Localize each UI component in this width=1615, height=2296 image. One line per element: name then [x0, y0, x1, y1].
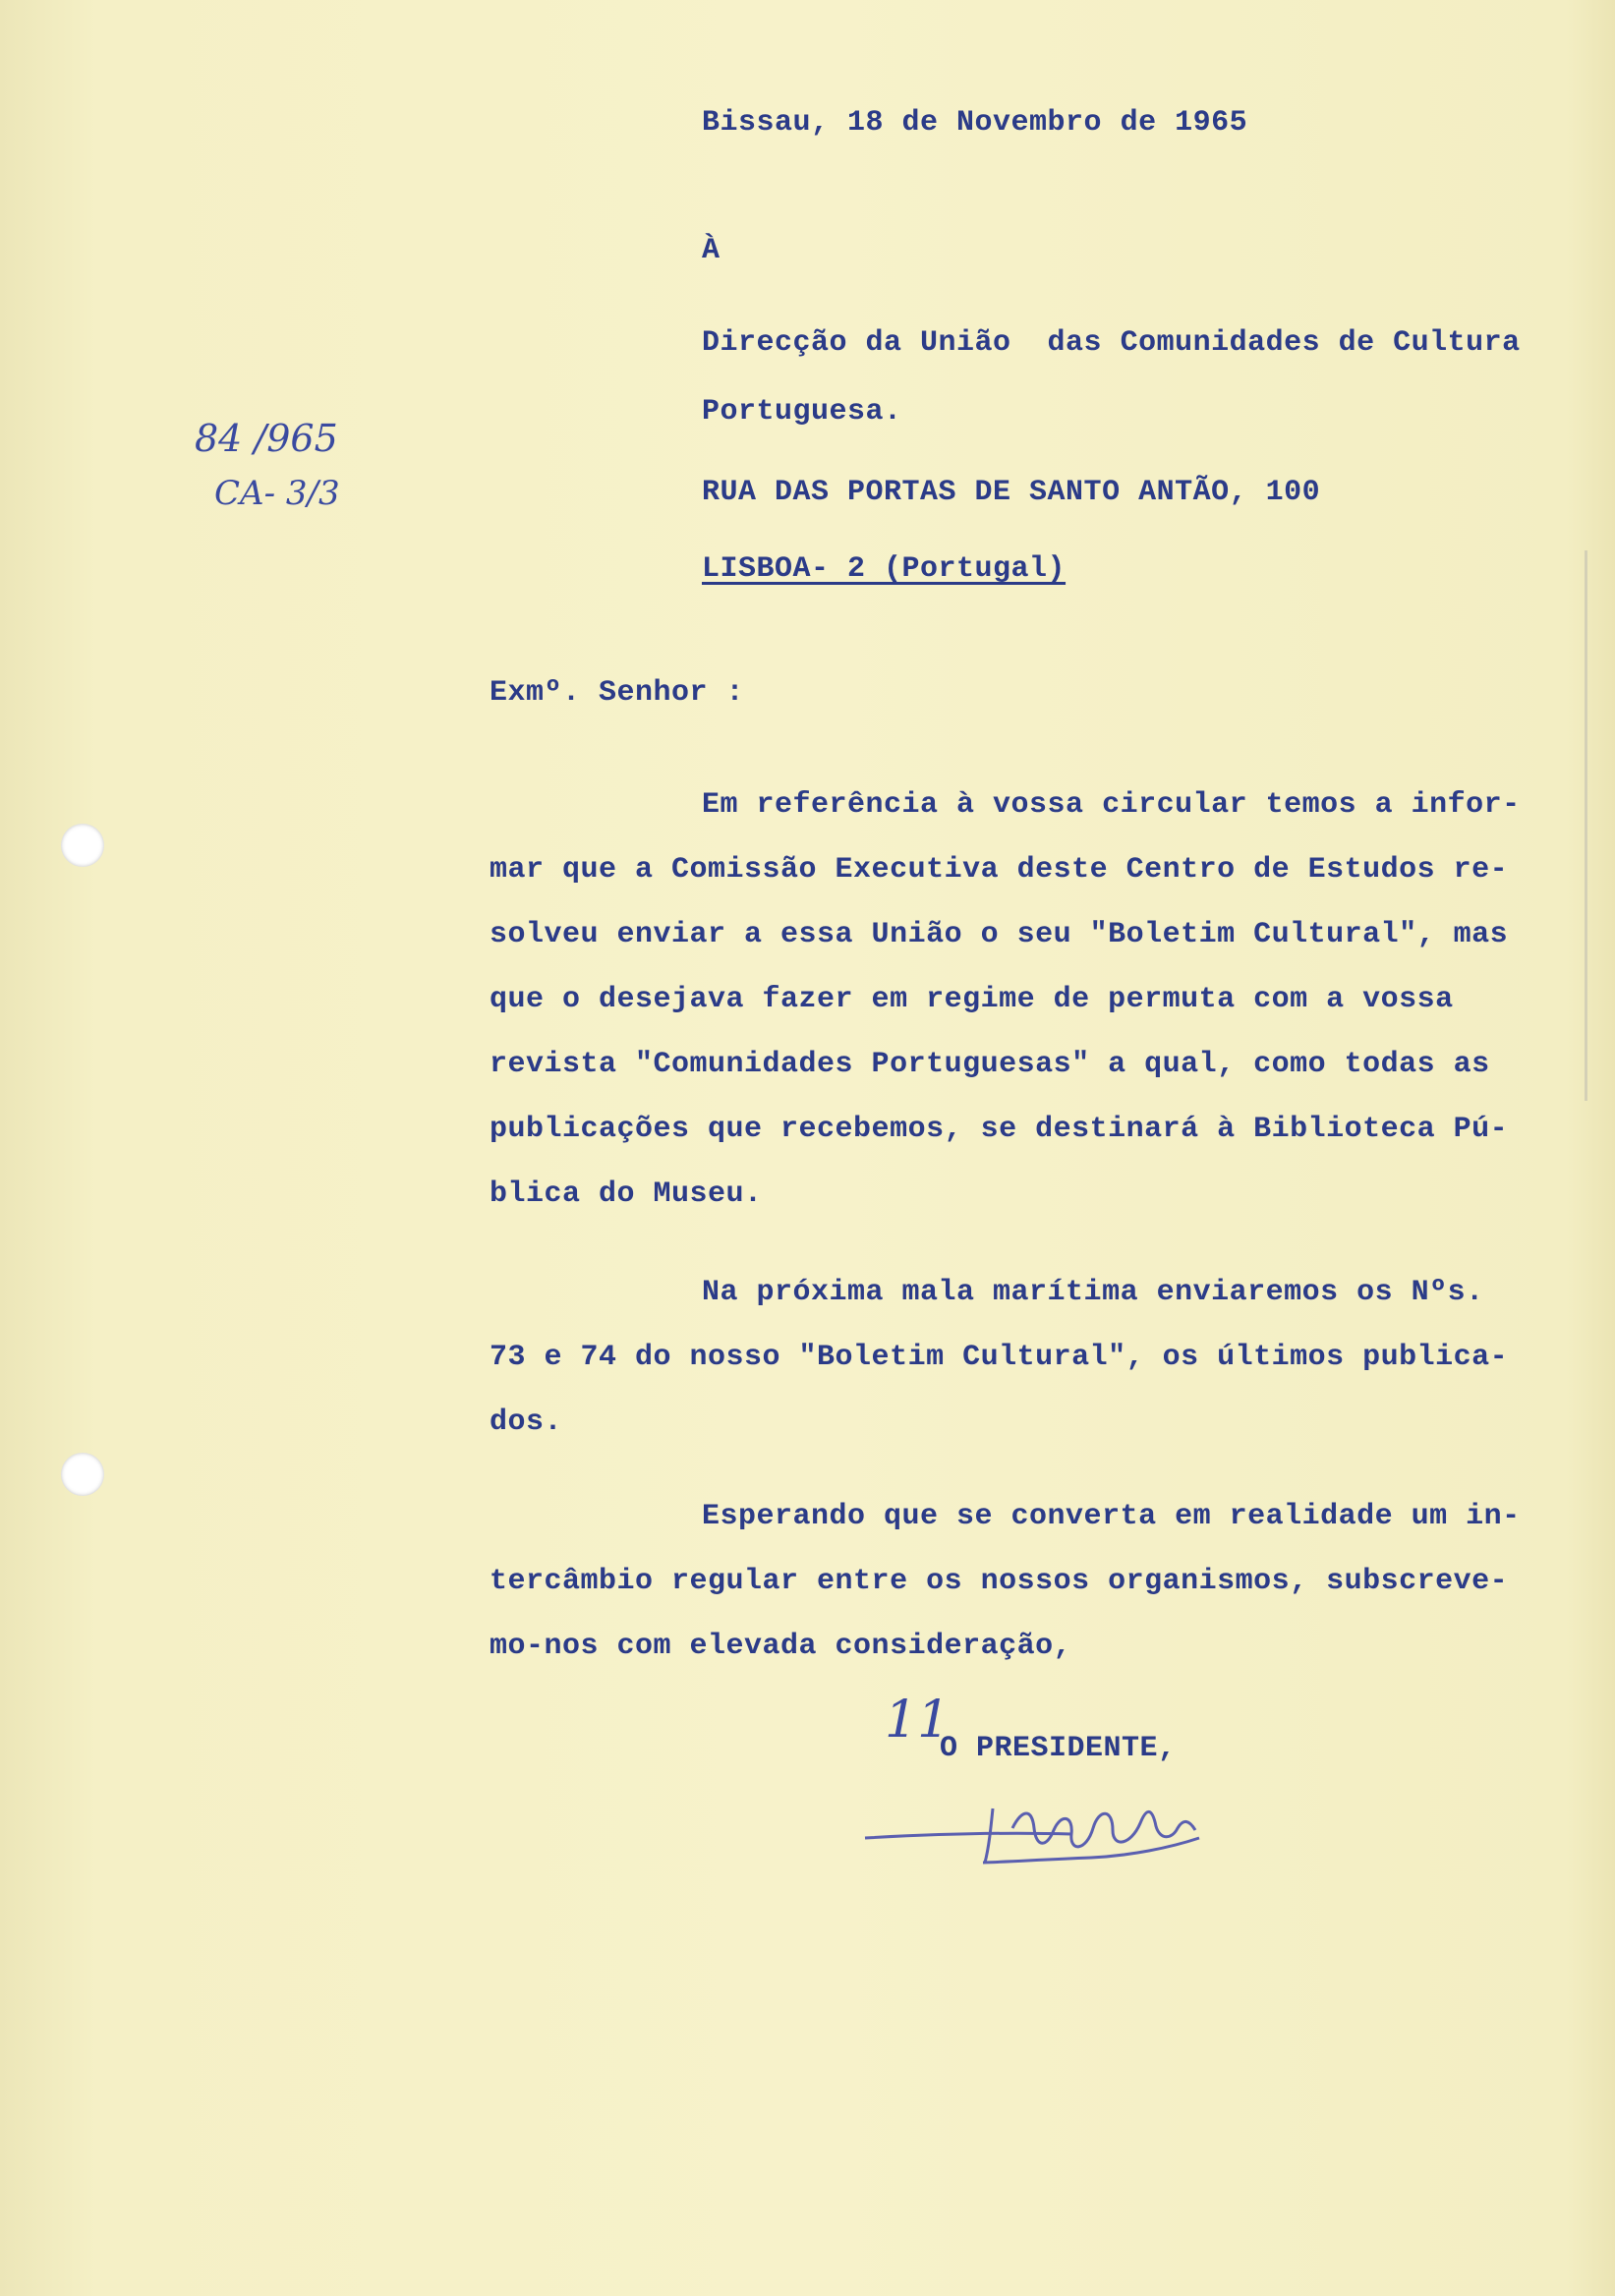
date-line: Bissau, 18 de Novembro de 1965 — [702, 106, 1248, 140]
addressee-city: LISBOA- 2 (Portugal) — [702, 552, 1067, 586]
addressee-street: RUA DAS PORTAS DE SANTO ANTÃO, 100 — [702, 476, 1321, 509]
body-line: revista "Comunidades Portuguesas" a qual, como todas as — [490, 1048, 1490, 1081]
body-line: 73 e 74 do nosso "Boletim Cultural", os últimos publica- — [490, 1341, 1509, 1374]
body-line: blica do Museu. — [490, 1177, 763, 1211]
body-line: que o desejava fazer em regime de permuta com a vossa — [490, 983, 1454, 1016]
addressee-line-1: Direcção da União das Comunidades de Cultura — [702, 326, 1521, 360]
margin-note-code: CA- 3/3 — [214, 474, 340, 513]
punch-hole-top — [61, 824, 104, 867]
body-line: dos. — [490, 1406, 563, 1439]
closing-title: O PRESIDENTE, — [940, 1732, 1177, 1765]
body-line: Esperando que se converta em realidade um in- — [702, 1500, 1521, 1533]
punch-hole-bottom — [61, 1453, 104, 1496]
signature — [845, 1769, 1219, 1877]
margin-note-reference: 84 /965 — [195, 417, 338, 460]
body-line: Na próxima mala marítima enviaremos os Nºs. — [702, 1276, 1484, 1309]
body-line: Em referência à vossa circular temos a infor- — [702, 788, 1521, 822]
body-line: solveu enviar a essa União o seu "Boletim Cultural", mas — [490, 918, 1509, 951]
paper-crease — [1585, 550, 1587, 1101]
body-line: publicações que recebemos, se destinará à Biblioteca Pú- — [490, 1113, 1509, 1146]
closing-mark: 11 — [885, 1691, 951, 1750]
addressee-prefix: À — [702, 234, 721, 267]
body-line: tercâmbio regular entre os nossos organismos, subscreve- — [490, 1565, 1509, 1598]
salutation: Exmº. Senhor : — [490, 676, 745, 710]
body-line: mar que a Comissão Executiva deste Centro de Estudos re- — [490, 853, 1509, 887]
addressee-line-2: Portuguesa. — [702, 395, 902, 429]
body-line: mo-nos com elevada consideração, — [490, 1630, 1072, 1663]
